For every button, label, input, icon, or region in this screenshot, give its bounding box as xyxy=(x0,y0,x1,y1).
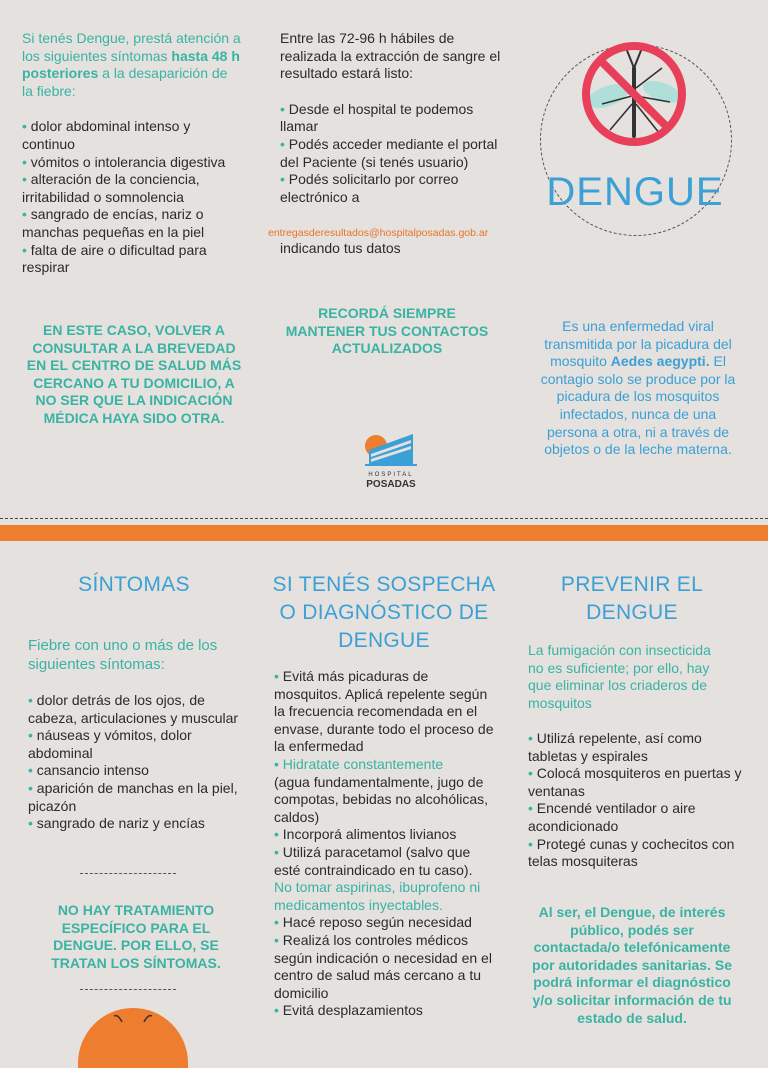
bullet-dot-icon: • xyxy=(28,727,33,744)
col2-reminder: RECORDÁ SIEMPRE MANTENER TUS CONTACTOS ACTUALIZADOS xyxy=(285,305,489,357)
list-item: • Colocá mosquiteros en puertas y ventanas xyxy=(528,765,742,799)
bullet-dot-icon: • xyxy=(274,826,279,843)
bullet-dot-icon: • xyxy=(28,815,33,832)
list-item: • Hacé reposo según necesidad xyxy=(274,914,472,931)
short-divider xyxy=(80,989,176,990)
hospital-building-icon xyxy=(355,430,427,468)
list-item: • Protegé cunas y cochecitos con telas mosquiteras xyxy=(528,835,735,870)
list-item: • Utilizá paracetamol (salvo que esté contraindicado en tu caso). No tomar aspirinas, ibuprofeno ni medicamentos inyectables. xyxy=(274,843,481,913)
list-item: • sangrado de encías, nariz o manchas pequeñas en la piel xyxy=(22,206,205,240)
list-item: • falta de aire o dificultad para respirar xyxy=(22,241,207,276)
list-item: • Podés solicitarlo por correo electrónico a xyxy=(280,171,459,205)
no-mosquito-icon xyxy=(578,38,690,150)
prevenir-list xyxy=(528,730,748,871)
list-item: • náuseas y vómitos, dolor abdominal xyxy=(28,727,192,761)
bullet-dot-icon: • xyxy=(274,843,279,860)
prevenir-heading: PREVENIR EL DENGUE xyxy=(560,573,704,624)
no-aspirin-highlight: No tomar aspirinas, ibuprofeno ni medicamentos inyectables. xyxy=(274,879,481,913)
list-item: • dolor detrás de los ojos, de cabeza, articulaciones y muscular xyxy=(28,692,239,726)
col1-warning: EN ESTE CASO, VOLVER A CONSULTAR A LA BREVEDAD EN EL CENTRO DE SALUD MÁS CERCANO A TU DOMICILIO, A NO SER QUE LA INDICACIÓN MÉDICA HAYA SIDO OTRA. xyxy=(26,322,242,426)
list-item: • vómitos o intolerancia digestiva xyxy=(22,153,226,170)
dengue-description: Es una enfermedad viral transmitida por la picadura del mosquito Aedes aegypti. El contagio solo se produce por la picadura de los mosquitos infectados, nunca de una persona a otra, ni a través de objetos o de la leche materna. xyxy=(540,318,736,458)
list-item: • sangrado de nariz y encías xyxy=(28,815,205,832)
aedes-name: Aedes aegypti. xyxy=(610,353,710,370)
fold-dashed-line xyxy=(0,518,768,519)
list-item: • cansancio intenso xyxy=(28,762,149,779)
logo-small-text: HOSPITAL xyxy=(368,472,414,478)
list-item: • Realizá los controles médicos según indicación o necesidad en el centro de salud más cercano a tu domicilio xyxy=(274,931,492,1001)
list-item: • Hidratate constantemente (agua fundamentalmente, jugo de compotas, bebidas no alcohólicas, caldos) xyxy=(274,755,489,825)
col2-result-list xyxy=(280,101,505,207)
list-item: • Evitá más picaduras de mosquitos. Aplicá repelente según la frecuencia recomendada en el envase, durante todo el proceso de la enfermedad xyxy=(274,668,494,755)
bullet-dot-icon: • xyxy=(528,765,533,782)
col1-top xyxy=(22,30,242,277)
col1-symptom-list xyxy=(22,118,242,276)
sintomas-note: NO HAY TRATAMIENTO ESPECÍFICO PARA EL DENGUE. POR ELLO, SE TRATAN LOS SÍNTOMAS. xyxy=(51,902,221,971)
sospecha-list xyxy=(274,668,496,1020)
logo-big-text: POSADAS xyxy=(366,479,416,490)
col2-email-after: indicando tus datos xyxy=(280,240,401,256)
hospital-posadas-logo xyxy=(355,430,427,490)
bullet-dot-icon: • xyxy=(528,835,533,852)
results-email-link[interactable]: entregasderesultados@hospitalposadas.gob.ar xyxy=(268,227,489,239)
orange-circle-decoration xyxy=(78,1008,188,1068)
bullet-dot-icon: • xyxy=(28,762,33,779)
dengue-title: DENGUE xyxy=(546,170,724,214)
sospecha-heading: SI TENÉS SOSPECHA O DIAGNÓSTICO DE DENGUE xyxy=(272,573,496,652)
prevenir-note: Al ser, el Dengue, de interés público, podés ser contactada/o telefónicamente por autoridades sanitarias. Se podrá informar el diagnóstico y/o solicitar información de tu estado de salud. xyxy=(532,904,732,1026)
bullet-dot-icon: • xyxy=(280,135,285,152)
short-divider xyxy=(80,873,176,874)
col1-intro: Si tenés Dengue, prestá atención a los siguientes síntomas hasta 48 h posteriores a la desaparición de la fiebre: xyxy=(22,30,241,99)
sintomas-list xyxy=(28,692,248,833)
sintomas-intro: Fiebre con uno o más de los siguientes síntomas: xyxy=(28,637,218,673)
bullet-dot-icon: • xyxy=(22,118,27,135)
col2-top xyxy=(280,30,505,206)
list-item: • Utilizá repelente, así como tabletas y espirales xyxy=(528,730,702,764)
bullet-dot-icon: • xyxy=(280,171,285,188)
bullet-dot-icon: • xyxy=(274,914,279,931)
bullet-dot-icon: • xyxy=(28,779,33,796)
bullet-dot-icon: • xyxy=(280,100,285,117)
list-item: • dolor abdominal intenso y continuo xyxy=(22,118,191,152)
list-item: • aparición de manchas en la piel, picazón xyxy=(28,779,238,814)
sintomas-heading: SÍNTOMAS xyxy=(78,573,190,596)
list-item: • Incorporá alimentos livianos xyxy=(274,826,457,843)
bullet-dot-icon: • xyxy=(274,931,279,948)
bullet-dot-icon: • xyxy=(274,755,279,772)
list-item: • alteración de la conciencia, irritabilidad o somnolencia xyxy=(22,171,200,205)
bullet-dot-icon: • xyxy=(22,171,27,188)
prevenir-intro: La fumigación con insecticida no es suficiente; por ello, hay que eliminar los criaderos de mosquitos xyxy=(528,642,711,711)
bullet-dot-icon: • xyxy=(528,730,533,746)
list-item: • Podés acceder mediante el portal del Paciente (si tenés usuario) xyxy=(280,135,498,170)
bullet-dot-icon: • xyxy=(22,241,27,258)
orange-band xyxy=(0,525,768,541)
bullet-dot-icon: • xyxy=(28,692,33,708)
bullet-dot-icon: • xyxy=(274,668,279,684)
bullet-dot-icon: • xyxy=(22,153,27,170)
list-item: • Evitá desplazamientos xyxy=(274,1002,423,1019)
bullet-dot-icon: • xyxy=(22,206,27,223)
list-item: • Desde el hospital te podemos llamar xyxy=(280,100,474,135)
list-item: • Encendé ventilador o aire acondicionado xyxy=(528,800,696,834)
col1-intro-bold: hasta 48 h posteriores xyxy=(22,47,240,82)
bullet-dot-icon: • xyxy=(528,800,533,817)
col2-intro: Entre las 72-96 h hábiles de realizada la extracción de sangre el resultado estará listo: xyxy=(280,30,501,82)
bullet-dot-icon: • xyxy=(274,1002,279,1019)
hydrate-highlight: Hidratate constantemente xyxy=(282,755,444,772)
antenna-icon xyxy=(78,1008,188,1028)
